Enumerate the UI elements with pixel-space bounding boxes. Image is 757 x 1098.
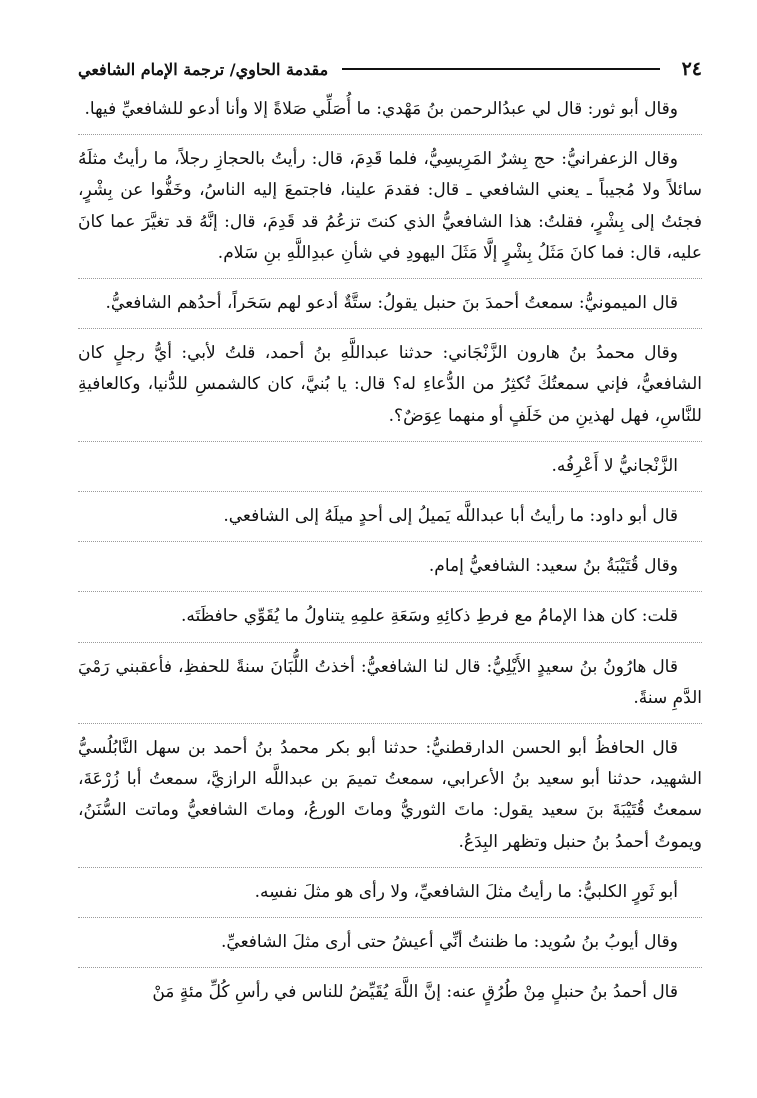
paragraph-abu-thawr-kalbi: أبو ثَورٍ الكلبيُّ: ما رأيتُ مثلَ الشافعيِّ، ولا رأى هو مثلَ نفسِه. (78, 877, 702, 918)
page-number: ٢٤ (681, 58, 702, 80)
paragraph-maymuni: قال الميمونيُّ: سمعتُ أحمدَ بنَ حنبل يقولُ: ستَّةٌ أدعو لهم سَحَراً، أحدُهم الشافعيُّ. (78, 288, 702, 329)
paragraph-qultu: قلت: كان هذا الإمامُ مع فرطِ ذكائِهِ وسَعَةِ علمِهِ يتناولُ ما يُقَوِّي حافظَتَه. (78, 601, 702, 642)
paragraph-abu-thawr: وقال أبو ثور: قال لي عبدُالرحمن بنُ مَهْدي: ما أُصَلِّي صَلاةً إلا وأنا أدعو للشافعيِّ فيها. (78, 94, 702, 135)
paragraph-ayyub: وقال أيوبُ بنُ سُويد: ما ظننتُ أنِّي أعيشُ حتى أرى مثلَ الشافعيِّ. (78, 927, 702, 968)
running-title: مقدمة الحاوي/ ترجمة الإمام الشافعي (78, 59, 329, 79)
page-body (78, 94, 702, 1017)
paragraph-zanjani: وقال محمدُ بنُ هارون الزَّنْجَاني: حدثنا عبداللَّهِ بنُ أحمد، قلتُ لأبي: أيُّ رجلٍ كان الشافعيُّ، فإني سمعتُكَ تُكثِرُ من الدُّعاءِ له؟ قال: يا بُنيَّ، كان كالشمسِ للدُّنيا، وكالعافيةِ للنَّاسِ، فهل لهذينِ من خَلَفٍ أو منهما عِوَضٌ؟. (78, 338, 702, 442)
paragraph-abu-dawud: قال أبو داود: ما رأيتُ أبا عبداللَّه يَميلُ إلى أحدٍ ميلَهُ إلى الشافعي. (78, 501, 702, 542)
paragraph-ahmad-hanbal: قال أحمدُ بنُ حنبلٍ مِنْ طُرُقٍ عنه: إنَّ اللَّهَ يُقَيِّضُ للناس في رأسِ كُلِّ مئةٍ مَنْ (152, 982, 678, 1003)
paragraph-daraqutni: قال الحافظُ أبو الحسن الدارقطنيُّ: حدثنا أبو بكر محمدُ بنُ أحمد بن سهل النَّابُلُسيُّ الشهيد، حدثنا أبو سعيد بنُ الأعرابي، سمعتُ تميمَ بن عبداللَّه الرازيَّ، سمعتُ أبا زُرْعَةَ، سمعتُ قُتَيْبَةَ بنَ سعيد يقول: ماتَ الثوريُّ وماتَ الورعُ، وماتَ الشافعيُّ وماتت السُّنَنُ، ويموتُ أحمدُ بنُ حنبل وتظهر البِدَعُ. (78, 733, 702, 868)
header-rule (342, 68, 659, 70)
paragraph-qutaybah: وقال قُتَيْبَةُ بنُ سعيد: الشافعيُّ إمام. (78, 551, 702, 592)
paragraph-zanjani-note: الزَّنْجانيُّ لا أَعْرِفُه. (78, 451, 702, 492)
paragraph-harun-ayli: قال هارُونُ بنُ سعيدٍ الأَيْلِيُّ: قال لنا الشافعيُّ: أخذتُ اللُّبَانَ سنةً للحفظِ، فأعقبني رَمْيَ الدَّمِ سنةً. (78, 652, 702, 724)
paragraph-zafarani: وقال الزعفرانيُّ: حج بِشرٌ المَرِيسِيُّ، فلما قَدِمَ، قال: رأيتُ بالحجازِ رجلاً، ما رأيتُ مثلَهُ سائلاً ولا مُجيباً ـ يعني الشافعي ـ قال: فقدمَ علينا، فاجتمعَ إليه الناسُ، وخَفُّوا عن بِشْرٍ، فجئتُ إلى بِشْرٍ، فقلتُ: هذا الشافعيُّ الذي كنتَ تزعُمُ قد قَدِمَ، قال: إنَّهُ قد تغيَّرَ عما كانَ عليه، قال: فما كانَ مَثَلُ بِشْرٍ إلَّا مَثَلَ اليهودِ في شأنِ عبدِاللَّهِ بنِ سَلام. (78, 144, 702, 279)
page-header (78, 52, 702, 86)
book-page (78, 52, 702, 1072)
